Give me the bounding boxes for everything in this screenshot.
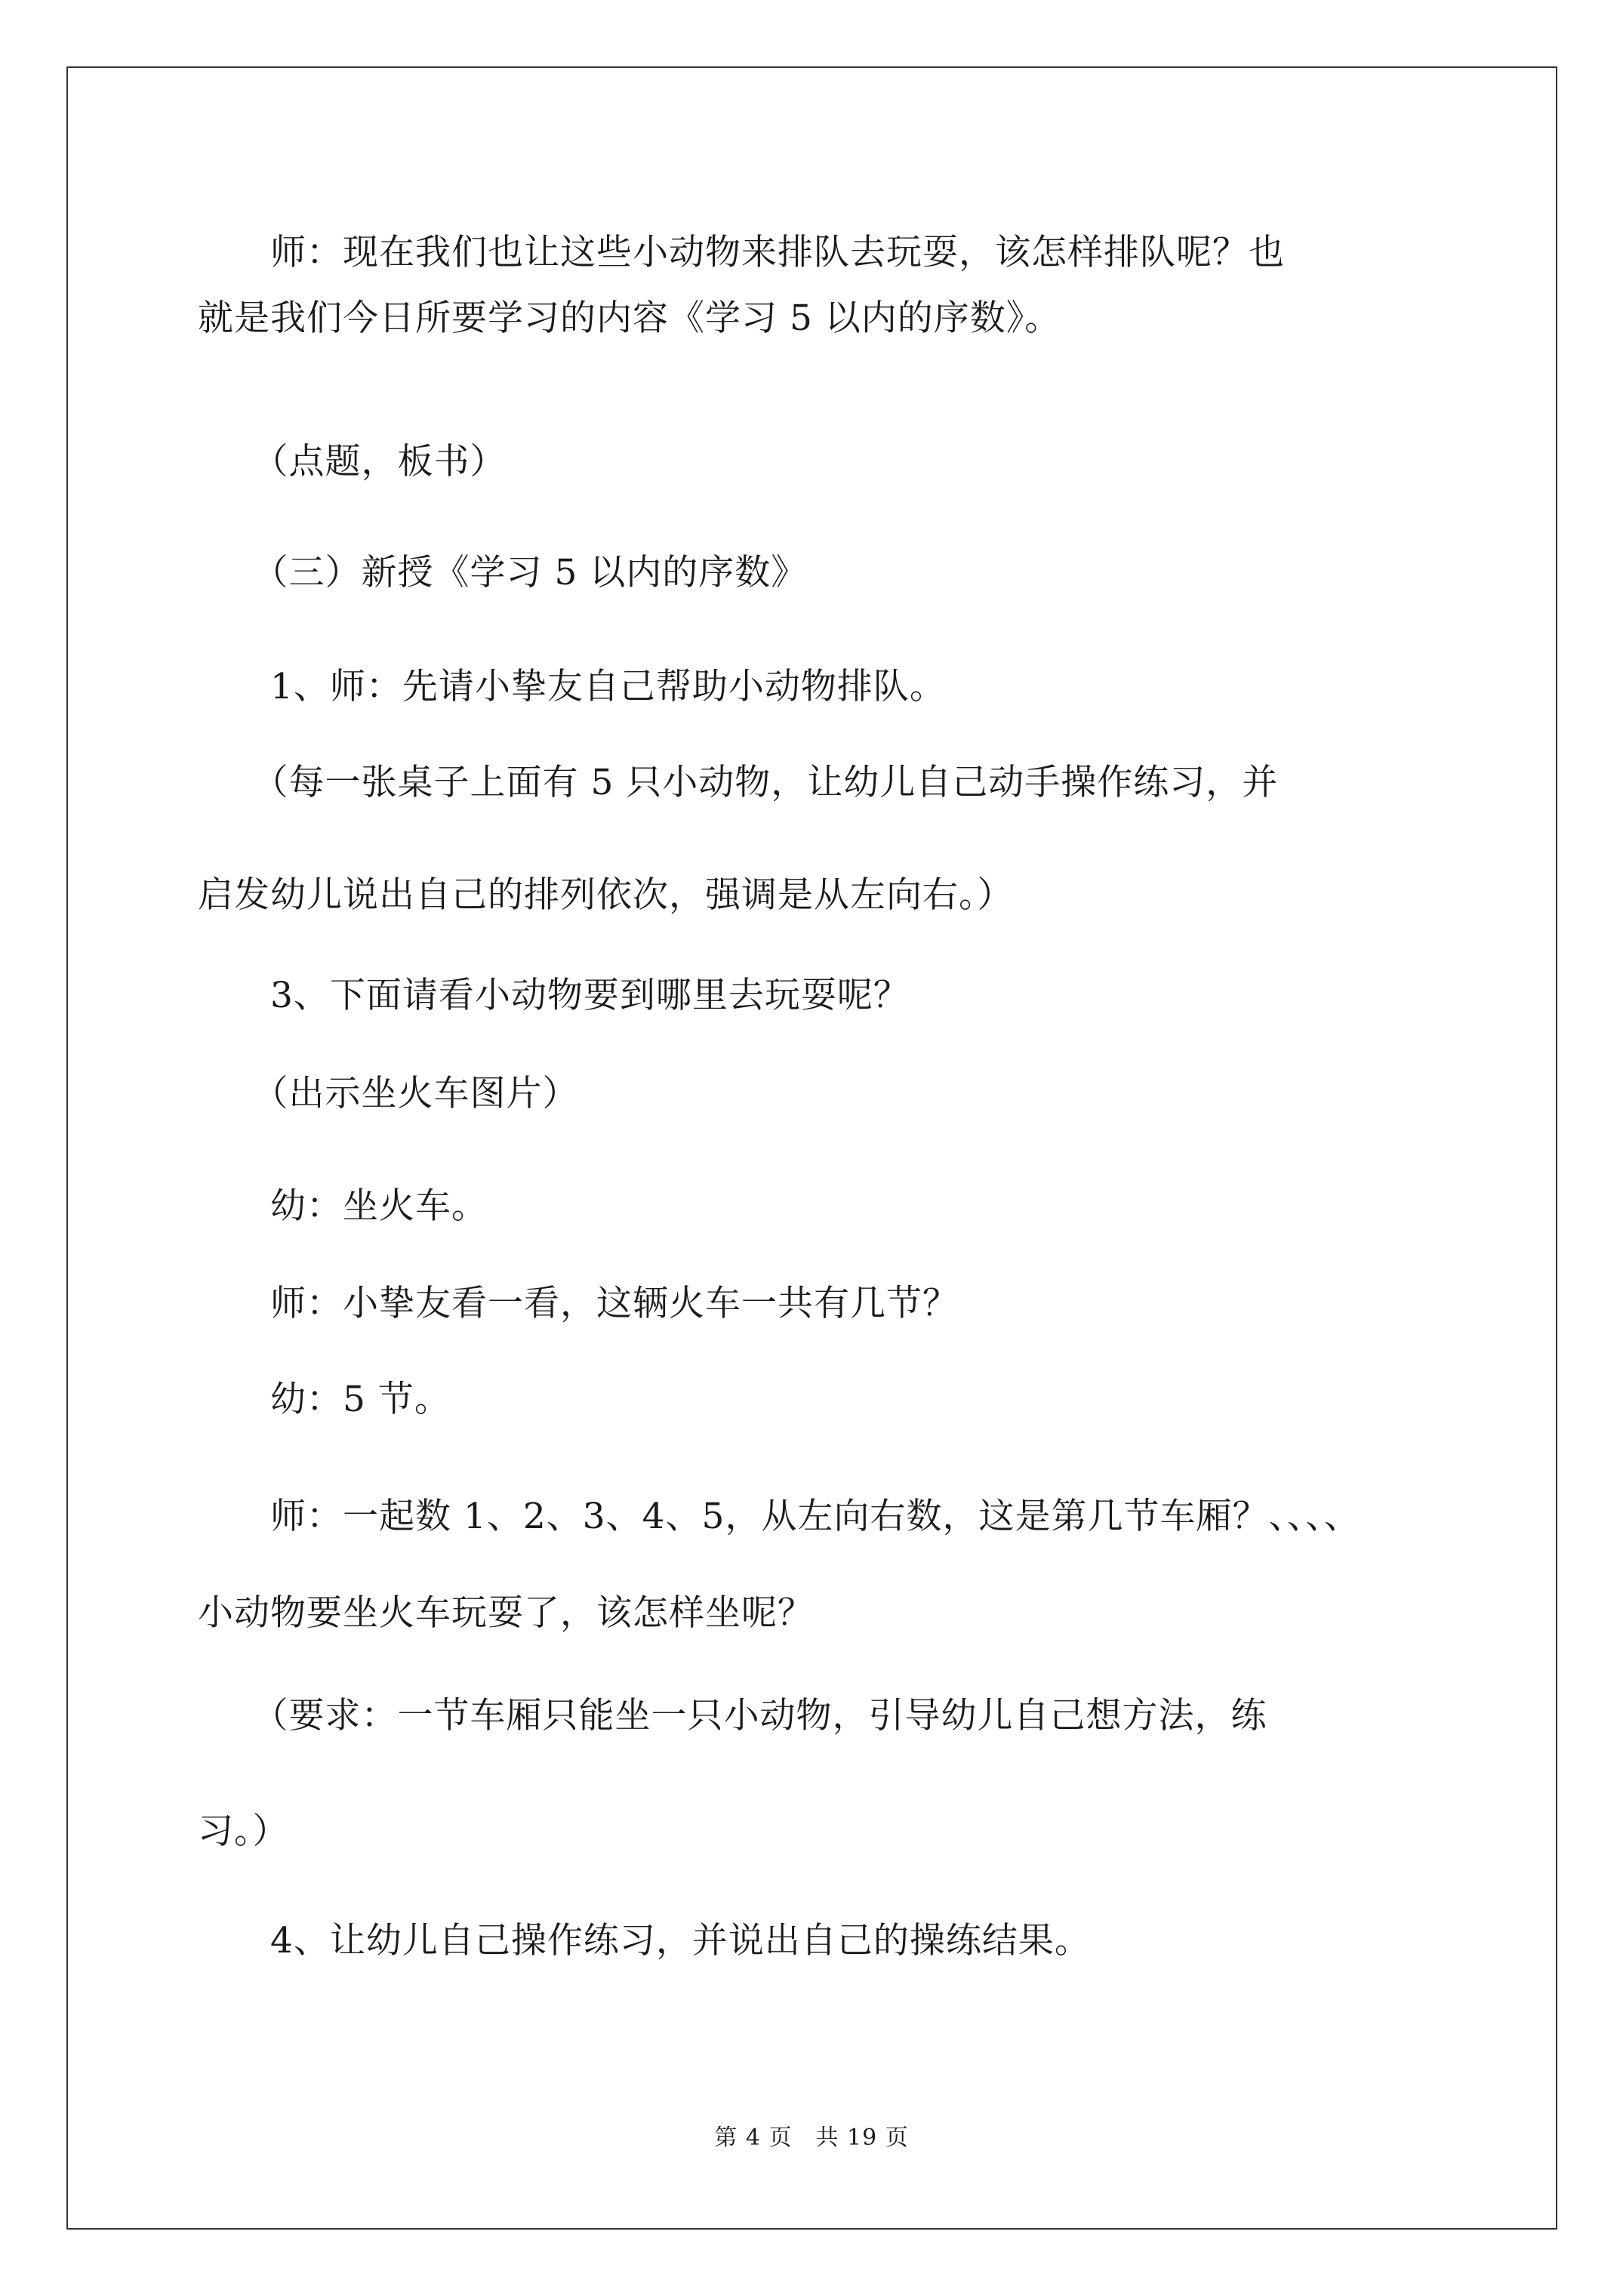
paragraph-child-answer-2: 幼：5 节。 xyxy=(198,1379,451,1420)
paragraph-note-desk-cont: 启发幼儿说出自己的排列依次，强调是从左向右。） xyxy=(198,874,1014,916)
paragraph-step-4: 4、让幼儿自己操作练习，并说出自己的操练结果。 xyxy=(198,1920,1091,1962)
paragraph-requirement: （要求：一节车厢只能坐一只小动物，引导幼儿自己想方法，练 xyxy=(198,1695,1267,1737)
page-footer: 第 4 页 共 19 页 xyxy=(714,2125,909,2151)
paragraph-note-title: （点题，板书） xyxy=(198,441,507,482)
page-border xyxy=(66,66,1557,2230)
paragraph-child-answer-1: 幼：坐火车。 xyxy=(198,1185,488,1227)
paragraph-teacher-question: 师：小挚友看一看，这辆火车一共有几节？ xyxy=(198,1283,959,1324)
paragraph-step-1: 1、师：先请小挚友自己帮助小动物排队。 xyxy=(198,666,946,707)
paragraph-teacher-line-1: 师：现在我们也让这些小动物来排队去玩耍，该怎样排队呢？也 xyxy=(198,232,1285,273)
paragraph-section-heading: （三）新授《学习 5 以内的序数》 xyxy=(198,552,808,593)
paragraph-teacher-count-cont: 小动物要坐火车玩耍了，该怎样坐呢？ xyxy=(198,1592,814,1634)
paragraph-requirement-cont: 习。） xyxy=(198,1811,289,1852)
paragraph-step-3: 3、下面请看小动物要到哪里去玩耍呢？ xyxy=(198,975,910,1016)
paragraph-teacher-count: 师：一起数 1、2、3、4、5，从左向右数，这是第几节车厢？、、、、 xyxy=(198,1496,1360,1537)
paragraph-teacher-line-1-cont: 就是我们今日所要学习的内容《学习 5 以内的序数》。 xyxy=(198,297,1061,339)
paragraph-note-desk: （每一张桌子上面有 5 只小动物，让幼儿自己动手操作练习，并 xyxy=(198,762,1279,803)
paragraph-show-picture: （出示坐火车图片） xyxy=(198,1073,579,1114)
